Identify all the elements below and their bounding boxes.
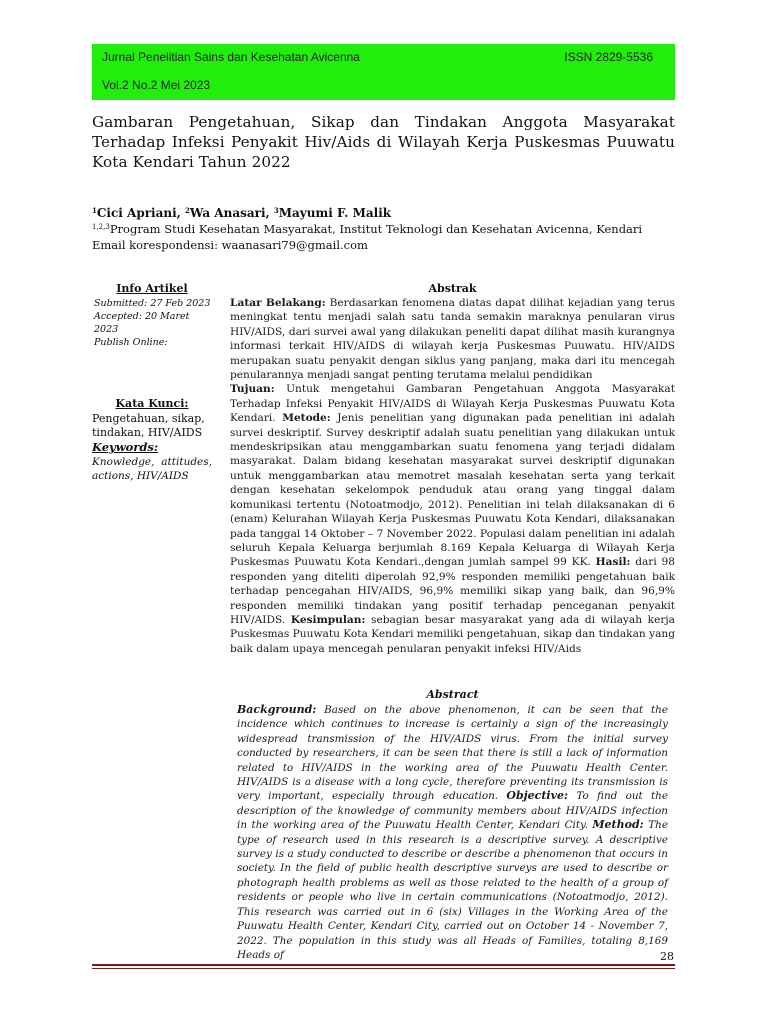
kata-kunci-heading: Kata Kunci: <box>115 397 189 410</box>
background-label: Background: <box>237 703 317 716</box>
info-heading: Info Artikel <box>116 282 188 295</box>
method-label: Method: <box>592 818 644 832</box>
paper-title: Gambaran Pengetahuan, Sikap dan Tindakan Anggota Masyarakat Terhadap Infeksi Penyakit Hiv/Aids di Wilayah Kerja Puskesmas Puuwatu Kota Kendari Tahun 2022 <box>92 113 675 171</box>
abstrak-body <box>230 296 675 656</box>
background-text: Based on the above phenomenon, it can be seen that the incidence which continues to increase is certainly a sign of the increasingly widespread transmission of the HIV/AIDS virus. From the initial survey conducted by researchers, it can be seen that there is still a lack of information related to HIV/AIDS in the working area of the Puuwatu Health Center. HIV/AIDS is a disease with a long cycle, therefore preventing its transmission is very important, especially through education. <box>237 704 668 803</box>
footer-rule <box>92 964 675 966</box>
hasil-text: dari 98 responden yang diteliti diperolah 92,9% responden memiliki pengetahuan baik terhadap pencegahan HIV/AIDS, 96,9% memiliki sikap yang baik, dan 96,9% responden memiliki tindakan yang positif terhadap penceganan penyakit HIV/AIDS. <box>230 556 675 626</box>
article-info-column <box>92 282 212 483</box>
journal-name: Jurnal Penelitian Sains dan Kesehatan Avicenna <box>102 50 360 64</box>
author-name: Cici Apriani, <box>96 206 186 220</box>
affiliation <box>92 222 642 236</box>
issn: ISSN 2829-5536 <box>564 50 653 64</box>
abstrak-heading: Abstrak <box>428 282 477 295</box>
author-sup: 3 <box>273 206 279 215</box>
tujuan-text: Untuk mengetahui Gambaran Pengetahuan Anggota Masyarakat Terhadap Infeksi Penyakit HIV/AIDS di Wilayah Kerja Puskesmas Puuwatu Kota Kendari. <box>230 383 675 425</box>
author-name: Mayumi F. Malik <box>278 206 392 220</box>
author-sup: 1 <box>92 206 97 215</box>
author-list <box>92 206 391 220</box>
objective-label: Objective: <box>506 789 569 803</box>
volume-issue: Vol.2 No.2 Mei 2023 <box>102 78 211 92</box>
keywords-heading: Keywords: <box>92 440 159 454</box>
latar-belakang-text: Berdasarkan fenomena diatas dapat dilihat kejadian yang terus meningkat tentu menjadi salah satu tanda semakin maraknya penularan virus HIV/AIDS, dari survei awal yang dilakukan peneliti dapat dilihat masih kurangnya informasi terkait HIV/AIDS di wilayah kerja Puskesmas Puuwatu. HIV/AIDS merupakan suatu penyakit dengan siklus yang panjang, maka dari itu mencegah penularannya menjadi sangat penting terutama melalui pendidikan <box>230 297 675 382</box>
submitted-date: Submitted: 27 Feb 2023 <box>94 298 211 309</box>
accepted-date: Accepted: 20 Maret 2023 <box>94 311 190 335</box>
abstract-body <box>237 703 668 961</box>
correspondence-email: Email korespondensi: waanasari79@gmail.com <box>92 238 368 252</box>
method-text: The type of research used in this research is a descriptive survey. A descriptive survey is a study conducted to describe or describe a phenomenon that occurs in society. In the field of public health descriptive surveys are used to describe or photograph health problems as well as those related to the health of a group of residents or people who live in certain communications (Notoatmodjo, 2012). This research was carried out in 6 (six) Villages in the Working Area of the Puuwatu Health Center, Kendari City, carried out on October 14 - November 7, 2022. The population in this study was all Heads of Families, totaling 8,169 Heads of <box>237 819 668 961</box>
affiliation-text: Program Studi Kesehatan Masyarakat, Institut Teknologi dan Kesehatan Avicenna, Kendari <box>109 222 643 236</box>
author-name: Wa Anasari, <box>189 206 274 220</box>
objective-text: To find out the description of the knowledge of community members about HIV/AIDS infection in the working area of the Puuwatu Health Center, Kendari City. <box>237 790 668 832</box>
affiliation-sup: 1,2,3 <box>92 223 110 231</box>
footer-rule-thin <box>92 968 675 969</box>
page-number: 28 <box>660 950 674 963</box>
kata-kunci-list: Pengetahuan, sikap, tindakan, HIV/AIDS <box>92 412 205 439</box>
metode-label: Metode: <box>282 412 331 425</box>
latar-belakang-label: Latar Belakang: <box>230 297 326 309</box>
metode-text: Jenis penelitian yang digunakan pada penelitian ini adalah survei deskriptif. Survey deskriptif adalah suatu penelitian yang dilakukan untuk mendeskripsikan atau menggambarkan suatu fenomena yang terjadi didalam masyarakat. Dalam bidang kesehatan masyarakat survei deskriptif digunakan untuk menggambarkan atau memotret masalah kesehatan serta yang terkait dengan kesehatan sekelompok penduduk atau orang yang tinggal dalam komunikasi tertentu (Notoatmodjo, 2012). Penelitian ini telah dilaksanakan di 6 (enam) Kelurahan Wilayah Kerja Puskesmas Puuwatu Kota Kendari, dilaksanakan pada tanggal 14 Oktober – 7 November 2022. Populasi dalam penelitian ini adalah seluruh Kepala Keluarga berjumlah 8.169 Kepala Keluarga di Wilayah Kerja Puskesmas Puuwatu Kota Kendari.,dengan jumlah sampel 99 KK. <box>230 412 675 569</box>
kesimpulan-text: sebagian besar masyarakat yang ada di wilayah kerja Puskesmas Puuwatu Kota Kendari memiliki pengetahuan, sikap dan tindakan yang baik dalam upaya mencegah penularan penyakit infeksi HIV/Aids <box>230 613 676 655</box>
publish-online: Publish Online: <box>94 337 168 348</box>
author-sup: 2 <box>185 206 190 215</box>
kesimpulan-label: Kesimpulan: <box>290 613 366 626</box>
journal-header-banner <box>92 44 675 100</box>
abstract-heading: Abstract <box>426 688 479 701</box>
tujuan-label: Tujuan: <box>230 383 275 396</box>
keywords-list: Knowledge, attitudes, actions, HIV/AIDS <box>92 456 212 482</box>
hasil-label: Hasil: <box>595 556 631 569</box>
